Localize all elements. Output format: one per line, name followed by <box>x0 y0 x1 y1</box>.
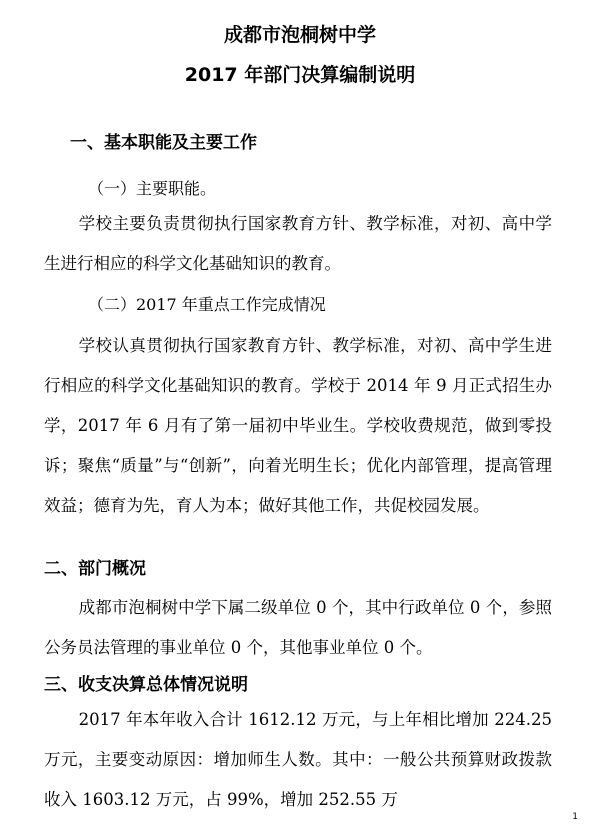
section-2-heading: 二、部门概况 <box>44 559 146 579</box>
section-2-paragraph: 成都市泡桐树中学下属二级单位 0 个，其中行政单位 0 个，参照公务员法管理的事业单位 0 个，其他事业单位 0 个。 <box>44 598 552 657</box>
subsection-1-2-label: （二）2017 年重点工作完成情况 <box>88 295 326 314</box>
section-3-heading: 三、收支决算总体情况说明 <box>44 675 248 695</box>
section-3-paragraph: 2017 年本年收入合计 1612.12 万元，与上年相比增加 224.25 万元，主要变动原因：增加师生人数。其中：一般公共预算财政拨款收入 1603.12 万元，占 99%，增加 252.55 万 <box>44 710 552 809</box>
document-title-line2: 2017 年部门决算编制说明 <box>184 64 416 86</box>
document-title-line1: 成都市泡桐树中学 <box>223 24 376 46</box>
section-1-heading: 一、基本职能及主要工作 <box>70 133 257 153</box>
subsection-1-1-paragraph: 学校主要负责贯彻执行国家教育方针、教学标准，对初、高中学生进行相应的科学文化基础知识的教育。 <box>44 214 552 273</box>
subsection-1-1-label: （一）主要职能。 <box>88 179 217 198</box>
subsection-1-2-paragraph: 学校认真贯彻执行国家教育方针、教学标准，对初、高中学生进行相应的科学文化基础知识的教育。学校于 2014 年 9 月正式招生办学，2017 年 6 月有了第一届初中毕业生。学校收费规范，做到零投诉；聚焦“质量”与“创新”，向着光明生长；优化内部管理，提高管理效益；德育为先，育人为本；做好其他工作，共促校园发展。 <box>44 336 552 515</box>
page-number: 1 <box>572 812 578 822</box>
